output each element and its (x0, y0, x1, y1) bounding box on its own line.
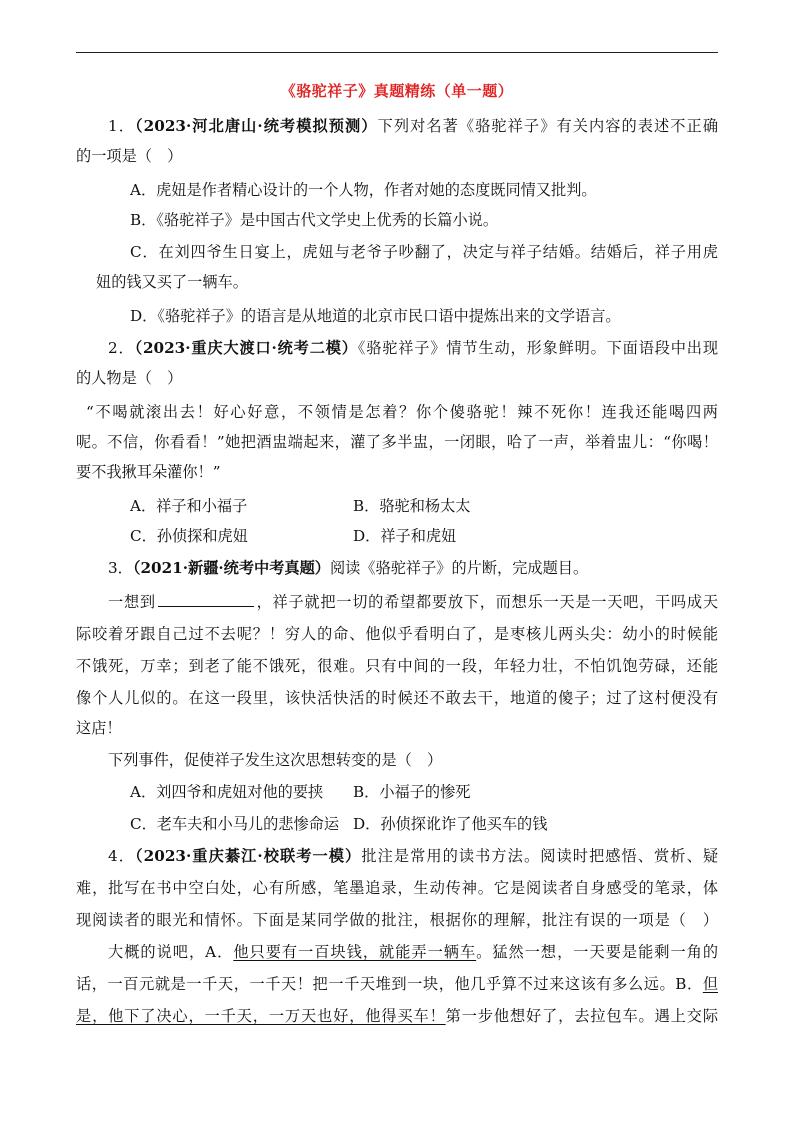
q4-annotated-a: 他只要有一百块钱，就能弄一辆车 (233, 943, 477, 961)
q2-quote-line1: “不喝就滚出去！好心好意，不领情是怎着？你个傻骆驼！辣不死你！连我还能喝四两 (86, 403, 718, 421)
q4-stem-a: 批注是常用的读书方法。阅读时把感悟、赏析、疑 (361, 847, 719, 865)
q3-option-b: B．小福子的惨死 (353, 783, 471, 801)
q2-stem-line (108, 338, 718, 358)
q3-option-d: D．孙侦探讹诈了他买车的钱 (353, 815, 548, 833)
q2-stem-a: 《骆驼祥子》情节生动，形象鲜明。下面语段中出现 (357, 339, 719, 357)
q4-stem-line (108, 846, 718, 866)
q2-option-a: A．祥子和小福子 (130, 497, 248, 515)
q3-passage-line3: 不饿死，万幸；到老了能不饿死，很难。只有中间的一段，年轻力壮，不怕饥饱劳碌，还能 (76, 657, 718, 675)
q3-passage-line4: 像个人儿似的。在这一段里，该快活快活的时候还不敢去干，地道的傻子；过了这村便没有 (76, 689, 718, 707)
q3-question: 下列事件，促使祥子发生这次思想转变的是（ ） (108, 751, 443, 769)
q3-passage-line2: 际咬着牙跟自己过不去呢？！穷人的命、他似乎看明白了，是枣核儿两头尖：幼小的时候能 (76, 625, 718, 643)
q2-stem-b: 的人物是（ ） (76, 369, 183, 387)
q3-stem-line (108, 558, 588, 578)
q1-stem-b: 的一项是（ ） (76, 147, 183, 165)
q4-reading-line2: 话，一百元就是一千天，一千天！把一千天堆到一块，他几乎算不过来这该有多么远。B．但 (76, 975, 718, 993)
q4-annotated-b: 是，他下了决心，一千天，一万天也好，他得买车！ (76, 1007, 446, 1025)
q1-option-a: A．虎妞是作者精心设计的一个人物，作者对她的态度既同情又批判。 (130, 181, 597, 199)
q2-option-c: C．孙侦探和虎妞 (130, 527, 248, 545)
q1-option-d: D．《骆驼祥子》的语言是从地道的北京市民口语中提炼出来的文学语言。 (130, 307, 621, 325)
q1-option-c-line2: 妞的钱又买了一辆车。 (96, 273, 248, 291)
q3-passage-line1: 一想到 ，祥子就把一切的希望都要放下，而想乐一天是一天吧，干吗成天 (108, 593, 718, 611)
q3-source: （2021·新疆·统考中考真题） (132, 559, 330, 577)
q3-option-c: C．老车夫和小马儿的悲惨命运 (130, 815, 340, 833)
q3-stem: 阅读《骆驼祥子》的片断，完成题目。 (329, 559, 589, 577)
q1-stem-a: 下列对名著《骆驼祥子》有关内容的表述不正确 (377, 117, 719, 135)
q2-option-b: B．骆驼和杨太太 (353, 497, 471, 515)
q3-number: 3． (108, 559, 133, 577)
q4-annotated-b-start: 但 (702, 975, 718, 993)
q4-reading-line1: 大概的说吧，A．他只要有一百块钱，就能弄一辆车。猛然一想，一天要是能剩一角的 (108, 943, 719, 961)
q2-option-d: D．祥子和虎妞 (353, 527, 457, 545)
header-rule (76, 52, 718, 53)
q1-number: 1． (108, 117, 136, 135)
q4-stem-line3: 现阅读者的眼光和情怀。下面是某同学做的批注，根据你的理解，批注有误的一项是（ ） (76, 911, 718, 929)
q4-reading-line3: 是，他下了决心，一千天，一万天也好，他得买车！第一步他想好了，去拉包车。遇上交际 (76, 1007, 719, 1025)
q4-number: 4． (108, 847, 136, 865)
q3-passage-line5: 这店！ (76, 719, 122, 737)
q3-fill-blank (158, 592, 254, 607)
q1-option-b: B．《骆驼祥子》是中国古代文学史上优秀的长篇小说。 (130, 211, 499, 229)
q2-quote-line2: 呢。不信，你看看！”她把酒盅端起来，灌了多半盅，一闭眼，哈了一声，举着盅儿：“你喝！ (76, 433, 718, 451)
q2-quote-line3: 要不我揪耳朵灌你！” (76, 463, 221, 481)
q1-option-c-line1: C．在刘四爷生日宴上，虎妞与老爷子吵翻了，决定与祥子结婚。结婚后，祥子用虎 (130, 243, 718, 261)
q1-stem-line (108, 116, 718, 136)
page-title: 《骆驼祥子》真题精练（单一题） (280, 82, 514, 100)
q2-source: （2023·重庆大渡口·统考二模） (134, 339, 358, 357)
q4-source: （2023·重庆綦江·校联考一模） (135, 847, 362, 865)
q4-stem-line2: 难，批写在书中空白处，心有所感，笔墨追录，生动传神。它是阅读者自身感受的笔录，体 (76, 879, 718, 897)
q2-number: 2． (108, 339, 135, 357)
q3-option-a: A．刘四爷和虎妞对他的要挟 (130, 783, 324, 801)
q1-source: （2023·河北唐山·统考模拟预测） (135, 117, 378, 135)
